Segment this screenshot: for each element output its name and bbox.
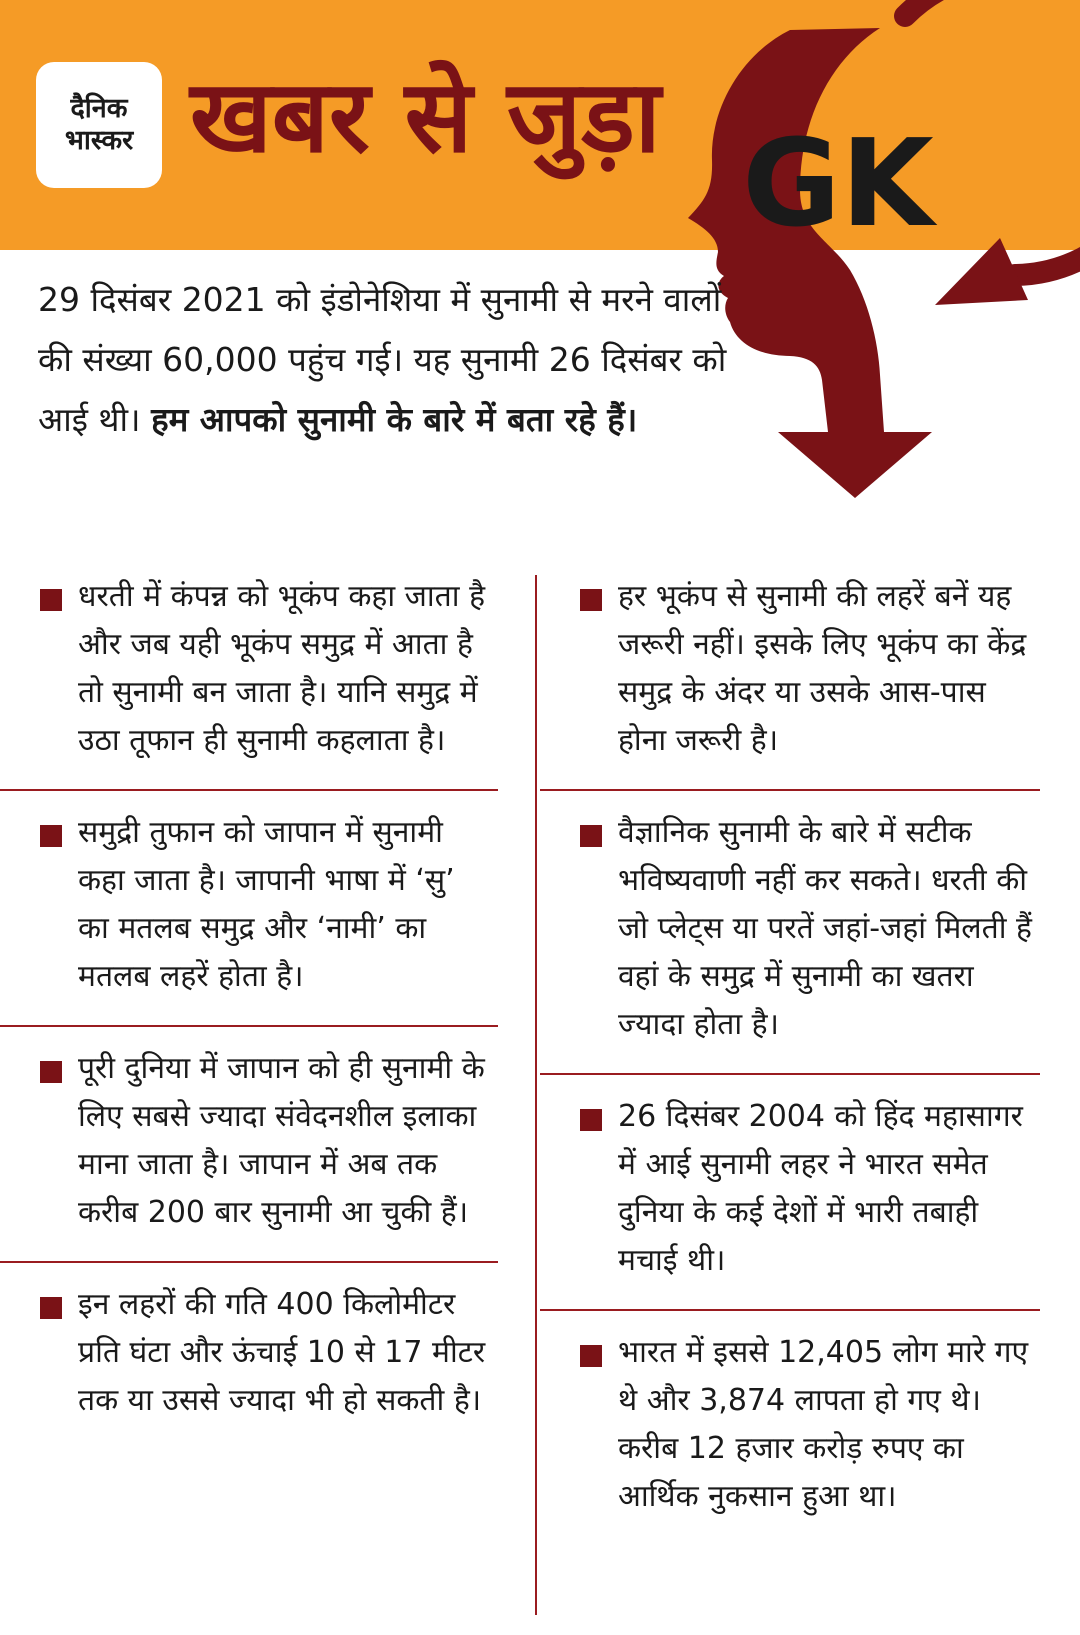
gk-head-arrow-graphic xyxy=(0,0,1080,530)
gk-badge: GK xyxy=(742,115,934,254)
square-bullet-icon xyxy=(580,825,602,847)
fact-item xyxy=(0,1027,498,1263)
square-bullet-icon xyxy=(580,1345,602,1367)
fact-item xyxy=(540,791,1040,1075)
left-column xyxy=(0,555,498,1449)
logo-line-2: भास्कर xyxy=(64,125,134,156)
intro-paragraph xyxy=(38,270,738,450)
right-column xyxy=(540,555,1040,1545)
fact-text: धरती में कंपन्न को भूकंप कहा जाता है और जब यही भूकंप समुद्र में आता है तो सुनामी बन जाता है। यानि समुद्र में उठा तूफान ही सुनामी कहलाता है। xyxy=(78,579,486,758)
fact-text: इन लहरों की गति 400 किलोमीटर प्रति घंटा और ऊंचाई 10 से 17 मीटर तक या उससे ज्यादा भी हो सकती है। xyxy=(78,1287,486,1418)
page-title: खबर से जुड़ा xyxy=(190,58,661,175)
fact-text: 26 दिसंबर 2004 को हिंद महासागर में आई सुनामी लहर ने भारत समेत दुनिया के कई देशों में भारी तबाही मचाई थी। xyxy=(618,1099,1023,1278)
fact-text: वैज्ञानिक सुनामी के बारे में सटीक भविष्यवाणी नहीं कर सकते। धरती की जो प्लेट्स या परतें जहां-जहां मिलती हैं वहां के समुद्र में सुनामी का खतरा ज्यादा होता है। xyxy=(618,815,1032,1042)
intro-bold-text: हम आपको सुनामी के बारे में बता रहे हैं। xyxy=(151,400,638,439)
fact-item xyxy=(0,1263,498,1449)
fact-text: भारत में इससे 12,405 लोग मारे गए थे और 3,874 लापता हो गए थे। करीब 12 हजार करोड़ रुपए का आर्थिक नुकसान हुआ था। xyxy=(618,1335,1029,1514)
fact-item xyxy=(540,1075,1040,1311)
square-bullet-icon xyxy=(40,1061,62,1083)
square-bullet-icon xyxy=(40,825,62,847)
logo-line-1: दैनिक xyxy=(70,93,128,124)
intro-text: 29 दिसंबर 2021 को इंडोनेशिया में सुनामी से मरने वालों की संख्या 60,000 पहुंच गई। यह सुनामी 26 दिसंबर को आई थी। xyxy=(38,280,727,439)
fact-item xyxy=(540,555,1040,791)
fact-item xyxy=(540,1311,1040,1545)
fact-text: पूरी दुनिया में जापान को ही सुनामी के लिए सबसे ज्यादा संवेदनशील इलाका माना जाता है। जापान में अब तक करीब 200 बार सुनामी आ चुकी हैं। xyxy=(78,1051,485,1230)
column-divider xyxy=(535,575,537,1615)
square-bullet-icon xyxy=(580,1109,602,1131)
square-bullet-icon xyxy=(40,1297,62,1319)
fact-item xyxy=(0,555,498,791)
fact-text: समुद्री तुफान को जापान में सुनामी कहा जाता है। जापानी भाषा में ‘सु’ का मतलब समुद्र और ‘नामी’ का मतलब लहरें होता है। xyxy=(78,815,455,994)
circular-arrow-head-icon xyxy=(935,238,1028,305)
fact-text: हर भूकंप से सुनामी की लहरें बनें यह जरूरी नहीं। इसके लिए भूकंप का केंद्र समुद्र के अंदर या उसके आस-पास होना जरूरी है। xyxy=(618,579,1027,758)
fact-item xyxy=(0,791,498,1027)
square-bullet-icon xyxy=(580,589,602,611)
square-bullet-icon xyxy=(40,589,62,611)
